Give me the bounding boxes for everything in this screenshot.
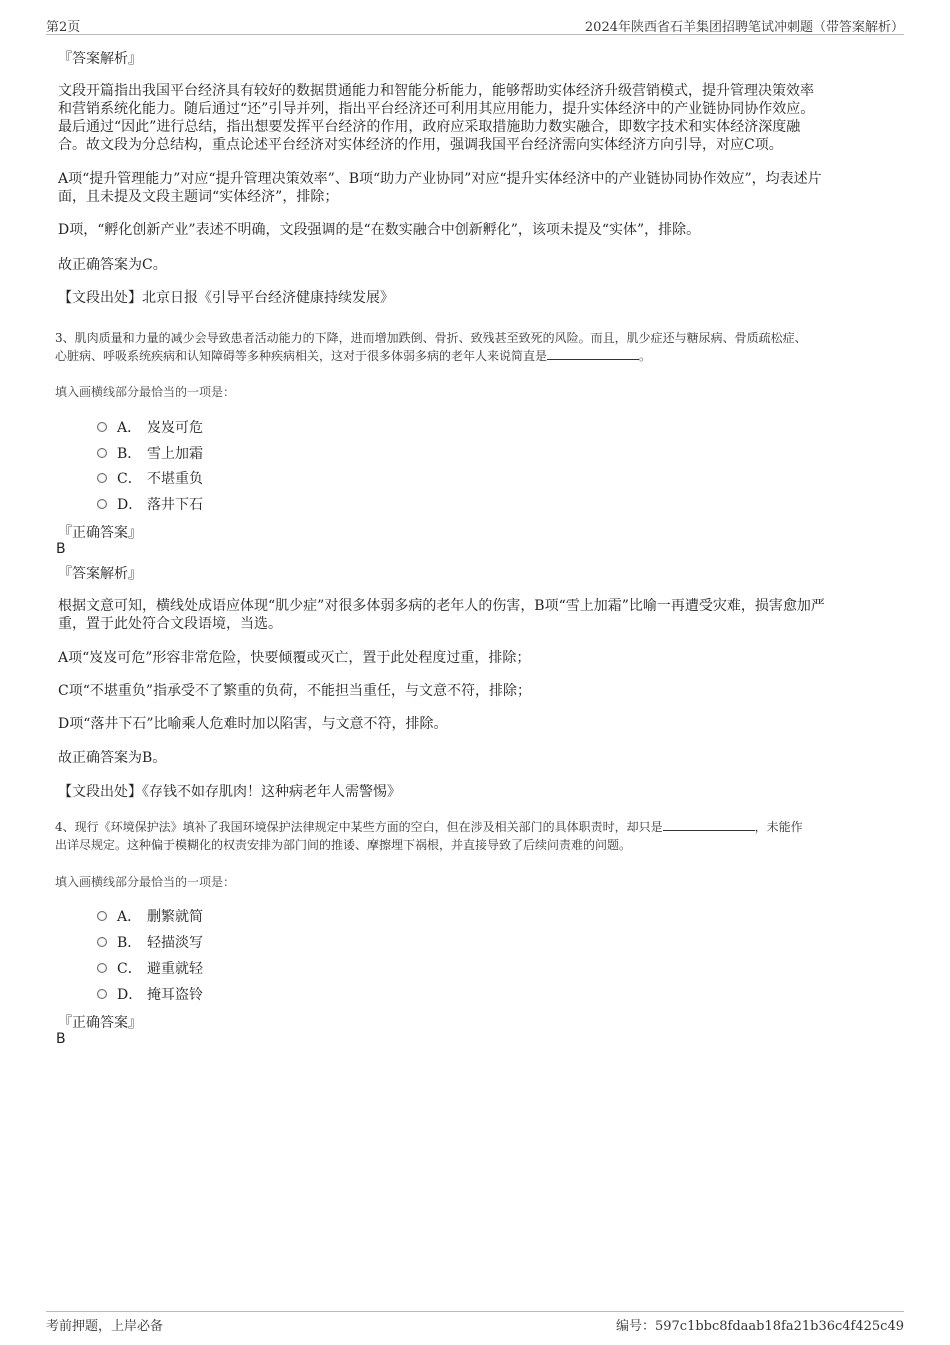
stem-text: 心脏病、呼吸系统疾病和认知障碍等多种疾病相关，这对于很多体弱多病的老年人来说简直是 [55,349,548,363]
stem-text: ，未能作 [754,820,803,834]
text-line [55,818,890,836]
fill-blank [547,347,639,360]
text-line: 重，置于此处符合文段语境，当选。 [58,616,282,632]
text-line: A项“提升管理能力”对应“提升管理决策效率”、B项“助力产业协同”对应“提升实体经济中的产业链协同协作效应”，均表述片 [58,171,822,187]
document-code: 编号：597c1bbc8fdaab18fa21b36c4f425c49 [615,1319,904,1334]
correct-answer-label: 『正确答案』 [58,1015,142,1031]
radio-icon[interactable] [97,963,107,973]
option-text: 避重就轻 [147,961,203,977]
question-prompt: 填入画横线部分最恰当的一项是： [55,875,236,889]
option-letter: C． [117,471,142,487]
text-line: 最后通过“因此”进行总结，指出想要发挥平台经济的作用，政府应采取措施助力数实融合，即数字技术和实体经济深度融 [58,119,801,135]
text-line: 出详尽规定。这种偏于模糊化的权责安排为部门间的推诿、摩擦埋下祸根，并直接导致了后续问责难的问题。 [55,838,632,852]
analysis-paragraph: C项“不堪重负”指承受不了繁重的负荷，不能担当重任，与文意不符，排除； [58,683,532,699]
option-text: 删繁就简 [147,909,203,925]
option-text: 掩耳盗铃 [147,987,203,1003]
option-a[interactable] [97,417,203,437]
text-line: 和营销系统化能力。随后通过“还”引导并列，指出平台经济还可利用其应用能力，提升实体经济中的产业链协同协作效应。 [58,101,815,117]
text-line [55,347,890,365]
option-b[interactable] [97,443,203,463]
analysis-paragraph: A项“岌岌可危”形容非常危险，快要倾覆或灭亡，置于此处程度过重，排除； [58,650,531,666]
correct-answer: B [56,1031,66,1047]
page-footer [46,1311,904,1334]
stem-text: 。 [639,349,652,363]
option-text: 岌岌可危 [147,420,203,436]
fill-blank [663,818,755,831]
document-title: 2024年陕西省石羊集团招聘笔试冲刺题（带答案解析） [584,20,904,35]
option-letter: D． [117,497,143,513]
stem-text: 4、现行《环境保护法》填补了我国环境保护法律规定中某些方面的空白，但在涉及相关部门的具体职责时，却只是 [55,820,663,834]
option-text: 落井下石 [147,497,203,513]
text-line: 面，且未提及文段主题词“实体经济”，排除； [58,189,339,205]
analysis-paragraph [58,597,888,633]
analysis-label: 『答案解析』 [58,51,142,67]
option-text: 雪上加霜 [147,446,203,462]
option-letter: A． [117,909,142,925]
question-prompt: 填入画横线部分最恰当的一项是： [55,385,236,399]
analysis-paragraph: D项“落井下石”比喻乘人危难时加以陷害，与文意不符，排除。 [58,716,448,732]
correct-answer: B [56,541,66,557]
analysis-label: 『答案解析』 [58,566,142,582]
option-letter: B． [117,935,142,951]
option-d[interactable] [97,984,203,1004]
radio-icon[interactable] [97,448,107,458]
page-number: 第2页 [46,20,81,35]
radio-icon[interactable] [97,499,107,509]
text-line: 3、肌肉质量和力量的减少会导致患者活动能力的下降，进而增加跌倒、骨折、致残甚至致死的风险。而且，肌少症还与糖尿病、骨质疏松症、 [55,331,807,345]
radio-icon[interactable] [97,937,107,947]
option-letter: B． [117,446,142,462]
question-stem [55,818,890,854]
question-stem [55,329,890,365]
radio-icon[interactable] [97,422,107,432]
source-citation: 【文段出处】北京日报《引导平台经济健康持续发展》 [58,290,394,306]
analysis-paragraph [58,170,888,206]
correct-answer-label: 『正确答案』 [58,525,142,541]
option-letter: C． [117,961,142,977]
option-text: 不堪重负 [147,471,203,487]
option-b[interactable] [97,932,203,952]
option-c[interactable] [97,468,203,488]
page-header [46,14,904,35]
conclusion: 故正确答案为B。 [58,750,167,766]
analysis-paragraph [58,82,888,154]
conclusion: 故正确答案为C。 [58,257,167,273]
radio-icon[interactable] [97,989,107,999]
analysis-paragraph: D项，“孵化创新产业”表述不明确，文段强调的是“在数实融合中创新孵化”，该项未提及“实体”，排除。 [58,222,701,238]
option-letter: A． [117,420,142,436]
option-a[interactable] [97,906,203,926]
text-line: 文段开篇指出我国平台经济具有较好的数据贯通能力和智能分析能力，能够帮助实体经济升级营销模式，提升管理决策效率 [58,83,814,99]
option-d[interactable] [97,494,203,514]
option-letter: D． [117,987,143,1003]
radio-icon[interactable] [97,473,107,483]
source-citation: 【文段出处】《存钱不如存肌肉！这种病老年人需警惕》 [58,784,401,800]
radio-icon[interactable] [97,911,107,921]
option-c[interactable] [97,958,203,978]
footer-slogan: 考前押题，上岸必备 [46,1319,164,1334]
text-line: 根据文意可知，横线处成语应体现“肌少症”对很多体弱多病的老年人的伤害，B项“雪上加霜”比喻一再遭受灾难，损害愈加严 [58,598,825,614]
text-line: 合。故文段为分总结构，重点论述平台经济对实体经济的作用，强调我国平台经济需向实体经济方向引导，对应C项。 [58,137,783,153]
option-text: 轻描淡写 [147,935,203,951]
